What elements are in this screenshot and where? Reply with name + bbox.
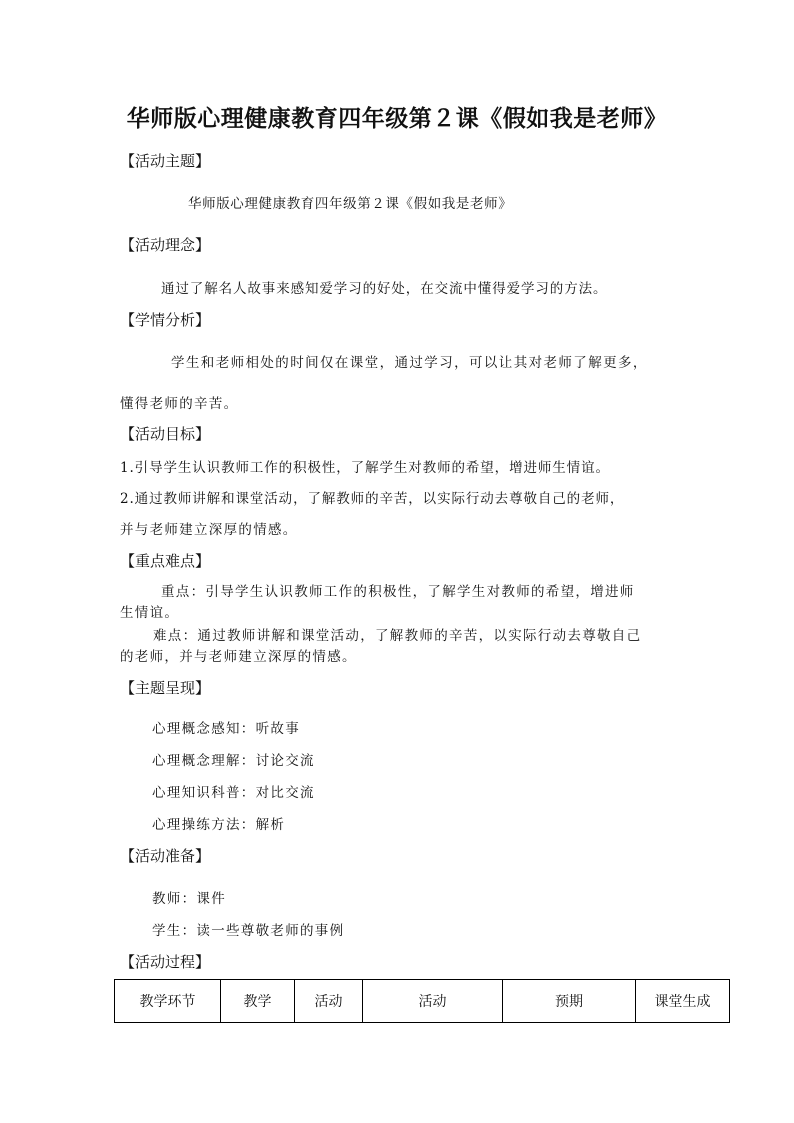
document-title: 华师版心理健康教育四年级第２课《假如我是老师》 [126, 106, 668, 132]
column-header-expected: 预期 [503, 980, 636, 1023]
analysis-line-1: 学生和老师相处的时间仅在课堂，通过学习，可以让其对老师了解更多， [171, 355, 648, 371]
section-heading-keypoints: 【重点难点】 [120, 552, 211, 570]
key-point-line-2: 生情谊。 [120, 605, 180, 621]
goal-item-2-line-1: 2.通过教师讲解和课堂活动，了解教师的辛苦，以实际行动去尊敬自己的老师， [120, 491, 625, 507]
goal-item-2-line-2: 并与老师建立深厚的情感。 [120, 522, 298, 538]
analysis-line-2: 懂得老师的辛苦。 [120, 396, 239, 412]
presentation-item-method: 心理操练方法：解析 [152, 817, 286, 833]
preparation-student: 学生：读一些尊敬老师的事例 [152, 923, 345, 939]
section-heading-goals: 【活动目标】 [120, 425, 211, 443]
column-header-activity-detail: 活动 [363, 980, 503, 1023]
section-heading-analysis: 【学情分析】 [120, 311, 211, 329]
preparation-teacher: 教师：课件 [152, 891, 226, 907]
presentation-item-understanding: 心理概念理解：讨论交流 [152, 753, 315, 769]
difficulty-line-2: 的老师，并与老师建立深厚的情感。 [120, 649, 357, 665]
column-header-teaching: 教学 [221, 980, 295, 1023]
activity-process-table [114, 979, 730, 1023]
section-heading-concept: 【活动理念】 [120, 236, 211, 254]
table-header-row [115, 980, 730, 1023]
presentation-item-perception: 心理概念感知：听故事 [152, 721, 300, 737]
column-header-class-outcome: 课堂生成 [636, 980, 730, 1023]
concept-text: 通过了解名人故事来感知爱学习的好处，在交流中懂得爱学习的方法。 [161, 281, 608, 297]
key-point-line-1: 重点：引导学生认识教师工作的积极性，了解学生对教师的希望，增进师 [161, 584, 635, 600]
theme-text: 华师版心理健康教育四年级第２课《假如我是老师》 [188, 196, 513, 212]
section-heading-theme: 【活动主题】 [120, 152, 211, 170]
presentation-item-knowledge: 心理知识科普：对比交流 [152, 785, 315, 801]
difficulty-line-1: 难点：通过教师讲解和课堂活动，了解教师的辛苦，以实际行动去尊敬自己 [153, 628, 642, 644]
goal-item-1: 1.引导学生认识教师工作的积极性，了解学生对教师的希望，增进师生情谊。 [120, 460, 610, 476]
section-heading-process: 【活动过程】 [120, 953, 211, 971]
column-header-activity: 活动 [295, 980, 363, 1023]
column-header-teaching-stage: 教学环节 [115, 980, 221, 1023]
section-heading-preparation: 【活动准备】 [120, 847, 211, 865]
section-heading-presentation: 【主题呈现】 [120, 679, 211, 697]
